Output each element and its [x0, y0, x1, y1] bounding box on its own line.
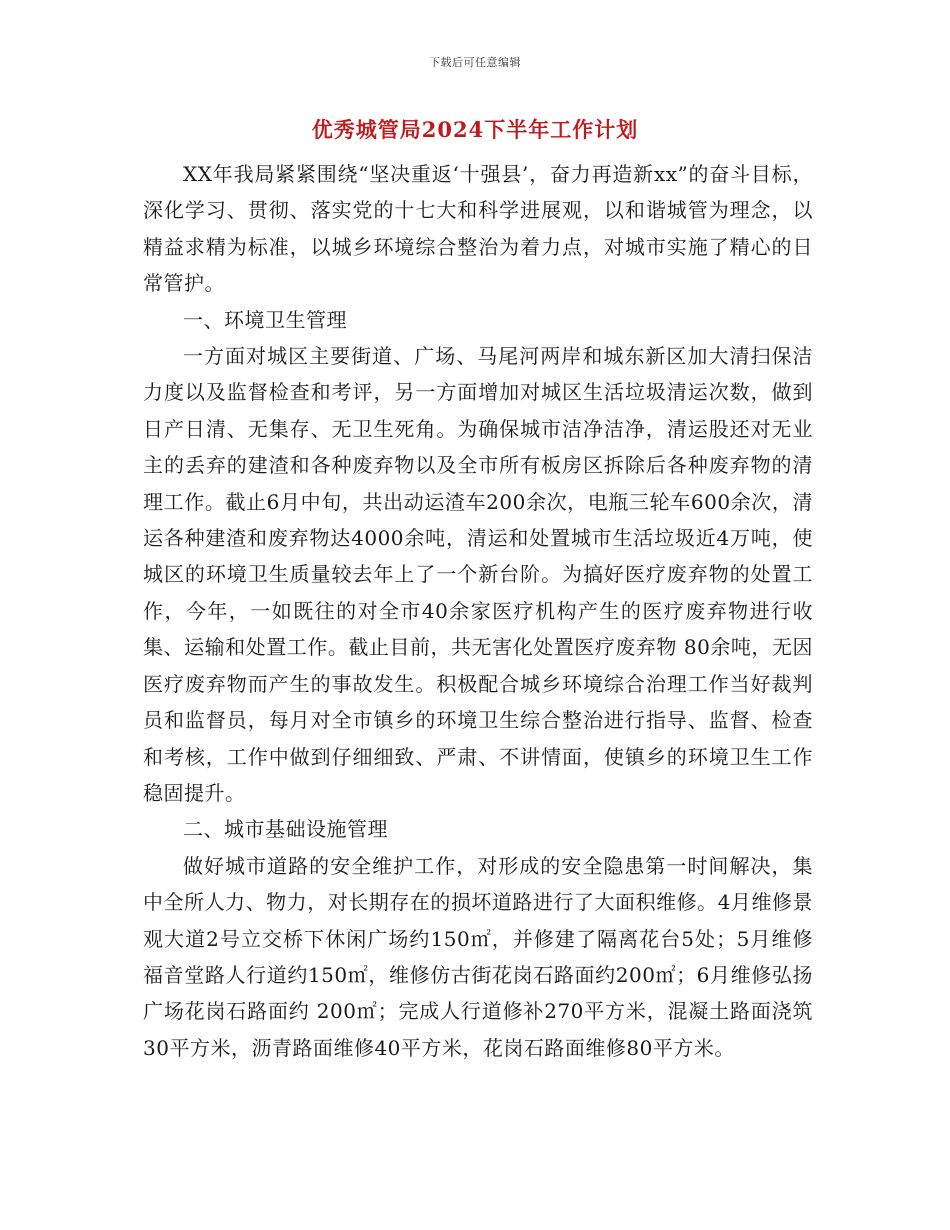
document-title: 优秀城管局2024下半年工作计划 [311, 117, 639, 142]
paragraph-sanitation: 一方面对城区主要街道、广场、马尾河两岸和城东新区加大清扫保洁力度以及监督检查和考评，另一方面增加对城区生活垃圾清运次数，做到日产日清、无集存、无卫生死角。为确保城市洁净洁净，清运股还对无业主的丢弃的建渣和各种废弃物以及全市所有板房区拆除后各种废弃物的清理工作。截止6月中旬，共出动运渣车200余次，电瓶三轮车600余次，清运各种建渣和废弃物达4000余吨，清运和处置城市生活垃圾近4万吨，使城区的环境卫生质量较去年上了一个新台阶。为搞好医疗废弃物的处置工作，今年，一如既往的对全市40余家医疗机构产生的医疗废弃物进行收集、运输和处置工作。截止目前，共无害化处置医疗废弃物 80余吨，无因医疗废弃物而产生的事故发生。积极配合城乡环境综合治理工作当好裁判员和监督员，每月对全市镇乡的环境卫生综合整治进行指导、监督、检查和考核，工作中做到仔细细致、严肃、不讲情面，使镇乡的环境卫生工作稳固提升。 [143, 344, 813, 805]
paragraph-infrastructure: 做好城市道路的安全维护工作，对形成的安全隐患第一时间解决，集中全所人力、物力，对长期存在的损坏道路进行了大面积维修。4月维修景观大道2号立交桥下休闲广场约150㎡，并修建了隔离花台5处；5月维修福音堂路人行道约150㎡，维修仿古街花岗石路面约200㎡；6月维修弘扬广场花岗石路面约 200㎡；完成人行道修补270平方米，混凝土路面浇筑30平方米，沥青路面维修40平方米，花岗石路面维修80平方米。 [143, 853, 813, 1060]
section-heading-sanitation: 一、环境卫生管理 [183, 307, 347, 332]
paragraph-intro: XX年我局紧紧围绕“坚决重返‘十强县’，奋力再造新xx”的奋斗目标，深化学习、贯彻、落实党的十七大和科学进展观，以和谐城管为理念，以精益求精为标准，以城乡环境综合整治为着力点，对城市实施了精心的日常管护。 [143, 162, 813, 296]
section-heading-infrastructure: 二、城市基础设施管理 [183, 817, 388, 842]
document-body [143, 156, 813, 1066]
page-header-note: 下载后可任意编辑 [429, 56, 521, 69]
